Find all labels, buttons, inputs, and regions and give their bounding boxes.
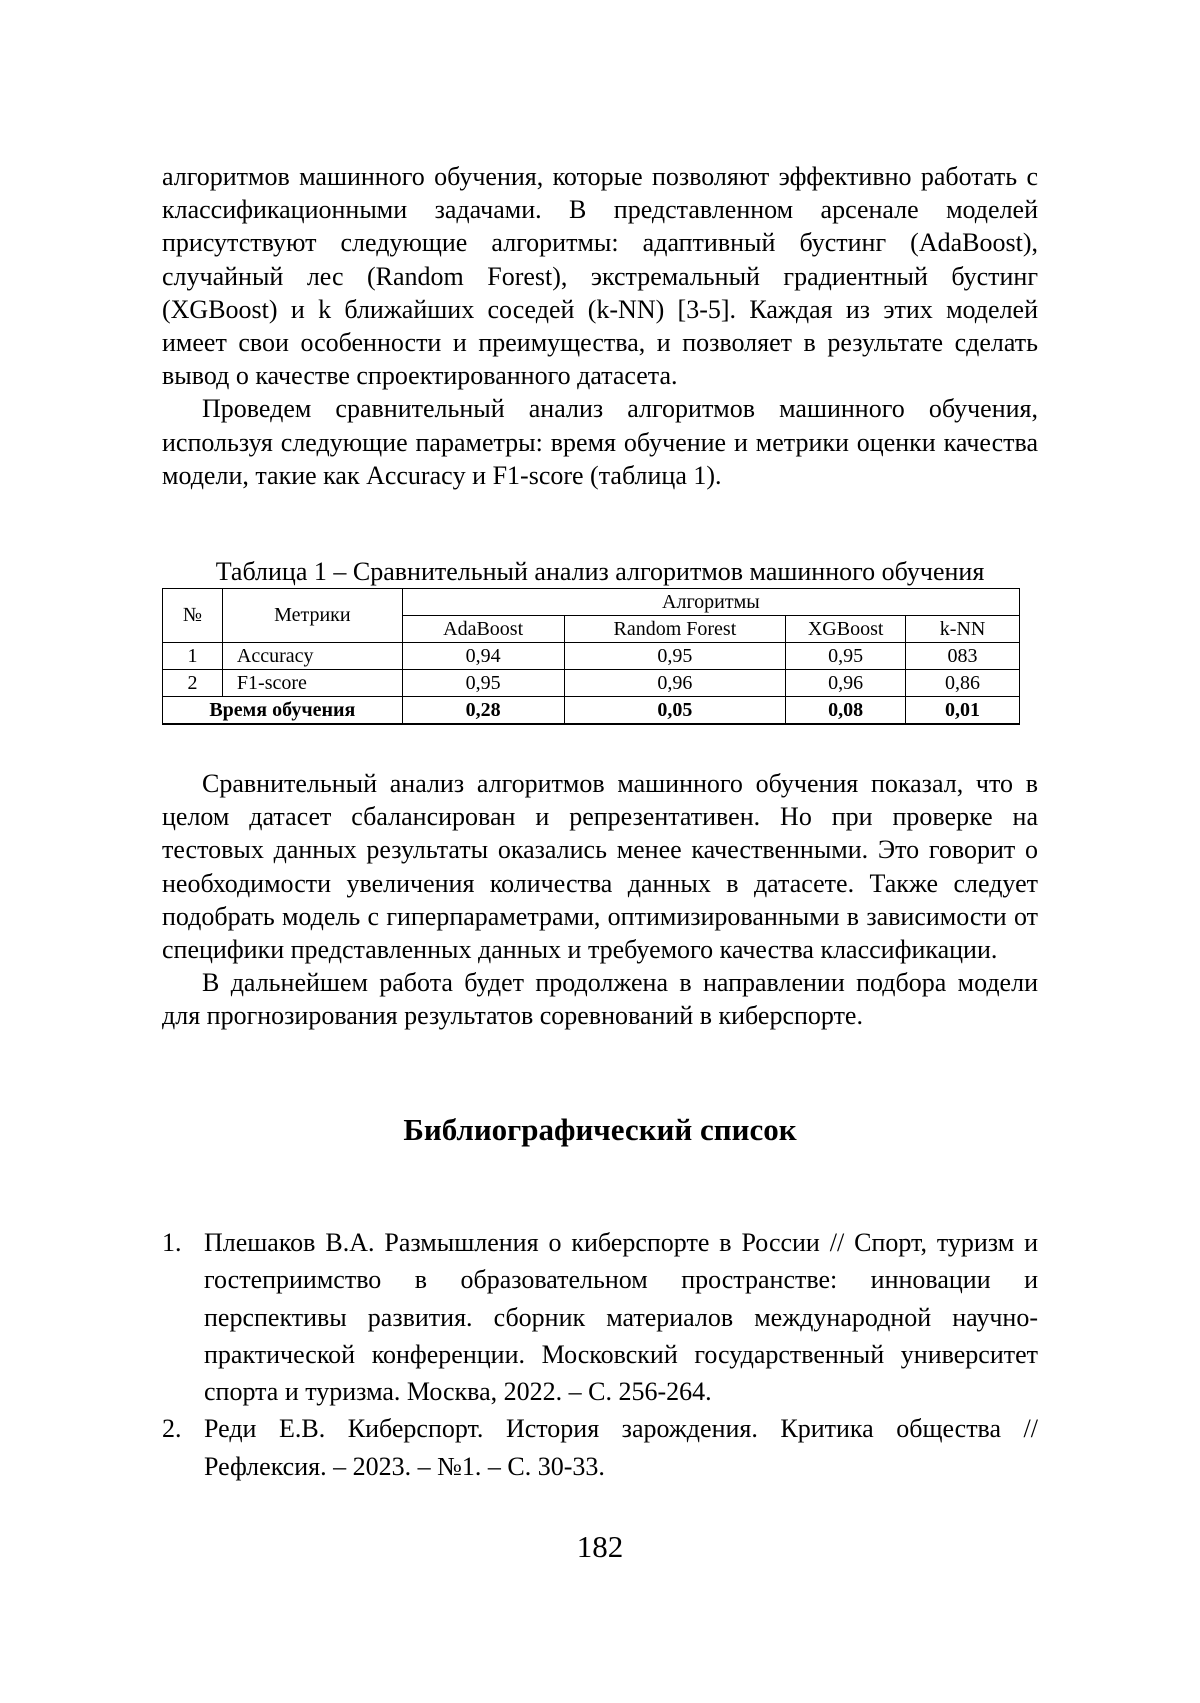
- cell-value: 0,96: [786, 670, 906, 697]
- cell-value: 0,95: [564, 643, 786, 670]
- cell-time-value: 0,08: [786, 697, 906, 725]
- header-algo: AdaBoost: [402, 616, 564, 643]
- cell-time-value: 0,01: [906, 697, 1020, 725]
- cell-value: 083: [906, 643, 1020, 670]
- table-caption: Таблица 1 – Сравнительный анализ алгоритмов машинного обучения: [215, 557, 985, 586]
- paragraph: Проведем сравнительный анализ алгоритмов машинного обучения, используя следующие параметры: время обучение и метрики оценки качества модели, такие как Accuracy и F1-score (таблица 1).: [162, 394, 1038, 490]
- paragraph: Сравнительный анализ алгоритмов машинного обучения показал, что в целом датасет сбалансирован и репрезентативен. Но при проверке на тестовых данных результаты оказались менее качественными. Это говорит о необходимости увеличения количества данных в датасете. Также следует подобрать модель с гиперпараметрами, оптимизированными в зависимости от специфики представленных данных и требуемого качества классификации.: [162, 769, 1038, 965]
- table-row: [163, 643, 1020, 670]
- list-item-text: Плешаков В.А. Размышления о киберспорте в России // Спорт, туризм и гостеприимство в образовательном пространстве: инновации и перспективы развития. сборник материалов международной научно-практической конференции. Московский государственный университет спорта и туризма. Москва, 2022. – С. 256-264.: [204, 1228, 1038, 1407]
- header-algo: XGBoost: [786, 616, 906, 643]
- header-metrics: Метрики: [222, 589, 402, 643]
- paragraph: алгоритмов машинного обучения, которые позволяют эффективно работать с классификационными задачами. В представленном арсенале моделей присутствуют следующие алгоритмы: адаптивный бустинг (AdaBoost), случайный лес (Random Forest), экстремальный градиентный бустинг (XGBoost) и k ближайших соседей (k-NN) [3-5]. Каждая из этих моделей имеет свои особенности и преимущества, и позволяет в результате сделать вывод о качестве спроектированного датасета.: [162, 162, 1038, 391]
- cell-time-label: Время обучения: [163, 697, 403, 725]
- page-number: 182: [576, 1529, 624, 1564]
- header-algo: Random Forest: [564, 616, 786, 643]
- bibliography-list: [162, 1224, 1038, 1485]
- cell-metric: F1-score: [222, 670, 402, 697]
- list-item: [162, 1224, 1038, 1410]
- cell-value: 0,86: [906, 670, 1020, 697]
- table-row: [163, 670, 1020, 697]
- list-item: [162, 1410, 1038, 1485]
- cell-num: 2: [163, 670, 223, 697]
- body-text-top: [162, 160, 1038, 492]
- cell-metric: Accuracy: [222, 643, 402, 670]
- header-algo: k-NN: [906, 616, 1020, 643]
- table-header-row: [163, 589, 1020, 616]
- cell-time-value: 0,05: [564, 697, 786, 725]
- cell-num: 1: [163, 643, 223, 670]
- header-num: №: [163, 589, 223, 643]
- list-item-number: 1.: [162, 1228, 182, 1257]
- bibliography-title: Библиографический список: [403, 1112, 797, 1147]
- list-item-number: 2.: [162, 1414, 182, 1444]
- table-row-time: [163, 697, 1020, 725]
- cell-time-value: 0,28: [402, 697, 564, 725]
- comparison-table: [162, 588, 1020, 725]
- cell-value: 0,96: [564, 670, 786, 697]
- cell-value: 0,94: [402, 643, 564, 670]
- paragraph: В дальнейшем работа будет продолжена в направлении подбора модели для прогнозирования результатов соревнований в киберспорте.: [162, 968, 1038, 1031]
- body-text-bottom: [162, 767, 1038, 1033]
- list-item-text: Реди Е.В. Киберспорт. История зарождения. Критика общества // Рефлексия. – 2023. – №1. – С. 30-33.: [204, 1414, 1038, 1481]
- header-algorithms: Алгоритмы: [402, 589, 1019, 616]
- cell-value: 0,95: [402, 670, 564, 697]
- cell-value: 0,95: [786, 643, 906, 670]
